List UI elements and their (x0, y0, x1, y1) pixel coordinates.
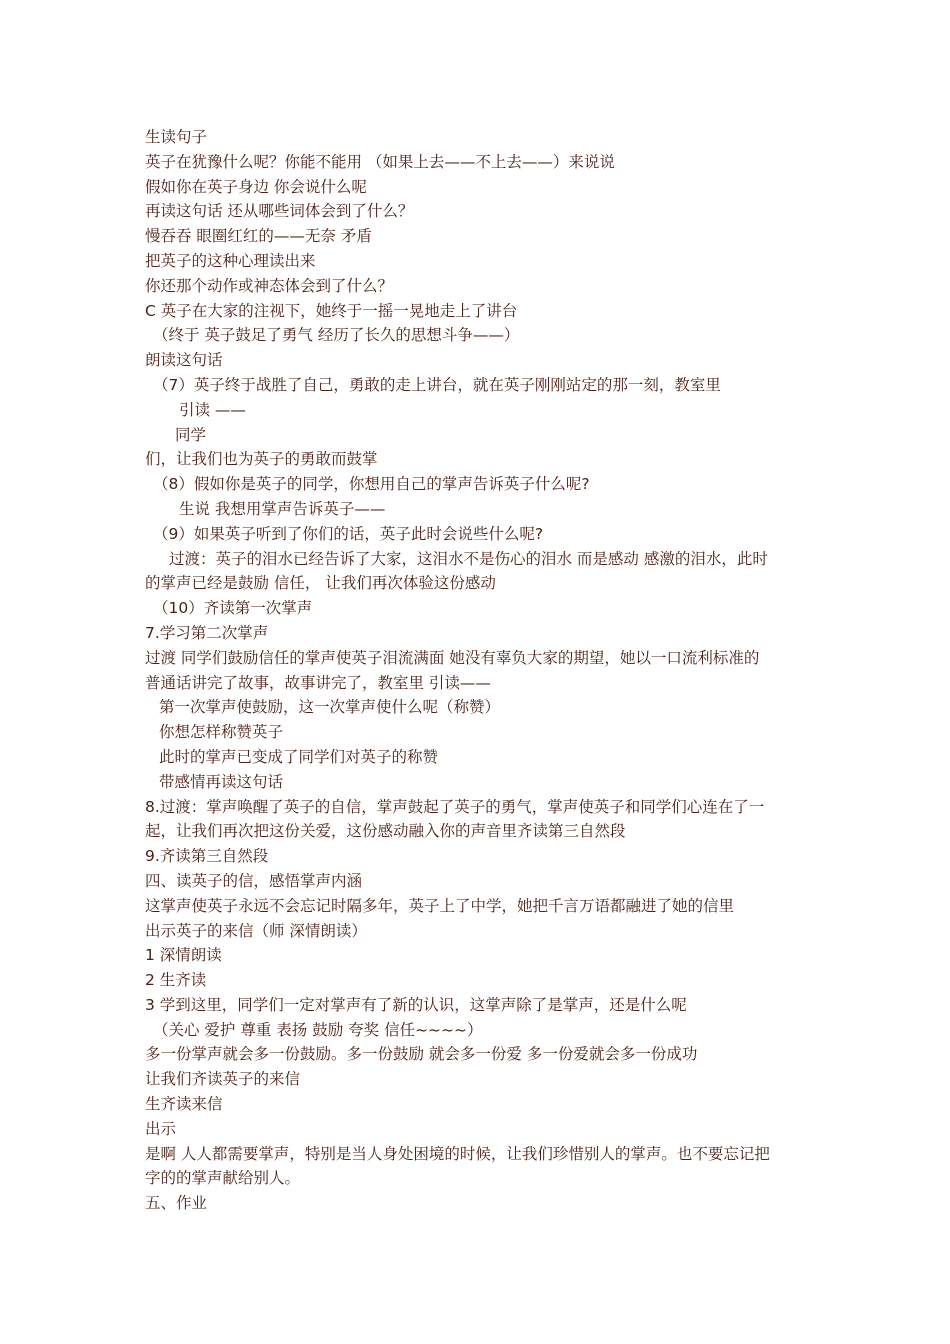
text-line: 出示英子的来信（师 深情朗读） (145, 921, 367, 940)
text-line: 同学 (175, 425, 207, 444)
text-line: 引读 —— (179, 400, 246, 419)
text-line: 普通话讲完了故事，故事讲完了，教室里 引读—— (145, 673, 491, 692)
text-line: （终于 英子鼓足了勇气 经历了长久的思想斗争——） (153, 326, 520, 345)
text-line: C 英子在大家的注视下，她终于一摇一晃地走上了讲台 (145, 301, 518, 320)
text-line: 让我们齐读英子的来信 (145, 1070, 301, 1089)
text-line: 过渡 同学们鼓励信任的掌声使英子泪流满面 她没有辜负大家的期望，她以一口流利标准的 (145, 648, 760, 667)
text-line: 这掌声使英子永远不会忘记时隔多年，英子上了中学，她把千言万语都融进了她的信里 (145, 896, 735, 915)
text-line: 带感情再读这句话 (159, 772, 284, 791)
text-line: （关心 爱护 尊重 表扬 鼓励 夸奖 信任~~~~） (153, 1020, 483, 1039)
text-line: 生读句子 (145, 128, 208, 146)
text-line: 们，让我们也为英子的勇敢而鼓掌 (145, 450, 378, 469)
document-body (145, 125, 815, 1216)
section-heading: 7.学习第二次掌声 (145, 623, 269, 642)
text-line: 你想怎样称赞英子 (159, 723, 284, 742)
text-line: 把英子的这种心理读出来 (145, 251, 316, 270)
text-line: 假如你在英子身边 你会说什么呢 (145, 177, 367, 196)
text-line: 过渡：英子的泪水已经告诉了大家，这泪水不是伤心的泪水 而是感动 感激的泪水，此时 (169, 549, 768, 568)
text-line: 慢吞吞 眼圈红红的——无奈 矛盾 (145, 227, 372, 246)
text-line: 出示 (145, 1119, 177, 1138)
text-line: 是啊 人人都需要掌声，特别是当人身处困境的时候，让我们珍惜别人的掌声。也不要忘记把 (145, 1144, 770, 1163)
text-line: 生齐读来信 (145, 1095, 223, 1114)
section-heading: 五、作业 (145, 1194, 208, 1213)
text-line: 英子在犹豫什么呢？你能不能用 （如果上去——不上去——）来说说 (145, 152, 615, 171)
text-line: 生说 我想用掌声告诉英子—— (179, 499, 386, 518)
text-line: 的掌声已经是鼓励 信任， 让我们再次体验这份感动 (145, 574, 496, 593)
text-line: （9）如果英子听到了你们的话，英子此时会说些什么呢? (153, 524, 544, 543)
text-line: 1 深情朗读 (145, 946, 222, 965)
section-heading: 9.齐读第三自然段 (145, 847, 269, 866)
text-line: 此时的掌声已变成了同学们对英子的称赞 (159, 747, 439, 766)
text-line: 多一份掌声就会多一份鼓励。多一份鼓励 就会多一份爱 多一份爱就会多一份成功 (145, 1045, 698, 1064)
text-line: 3 学到这里，同学们一定对掌声有了新的认识，这掌声除了是掌声，还是什么呢 (145, 995, 687, 1014)
text-line: （10）齐读第一次掌声 (153, 599, 313, 618)
text-line: 朗读这句话 (145, 351, 223, 370)
text-line: 再读这句话 还从哪些词体会到了什么？ (145, 202, 414, 221)
text-line: 第一次掌声使鼓励，这一次掌声使什么呢（称赞） (159, 698, 501, 717)
text-line: 2 生齐读 (145, 971, 207, 990)
text-line: 你还那个动作或神态体会到了什么？ (145, 276, 394, 295)
text-line: 8.过渡：掌声唤醒了英子的自信，掌声鼓起了英子的勇气，掌声使英子和同学们心连在了一 (145, 797, 765, 816)
section-heading: 四、读英子的信，感悟掌声内涵 (145, 871, 363, 890)
text-line: 字的的掌声献给别人。 (145, 1169, 301, 1188)
text-line: （7）英子终于战胜了自己，勇敢的走上讲台，就在英子刚刚站定的那一刻，教室里 (153, 375, 721, 394)
text-line: （8）假如你是英子的同学，你想用自己的掌声告诉英子什么呢? (153, 475, 590, 494)
text-line: 起，让我们再次把这份关爱，这份感动融入你的声音里齐读第三自然段 (145, 822, 626, 841)
